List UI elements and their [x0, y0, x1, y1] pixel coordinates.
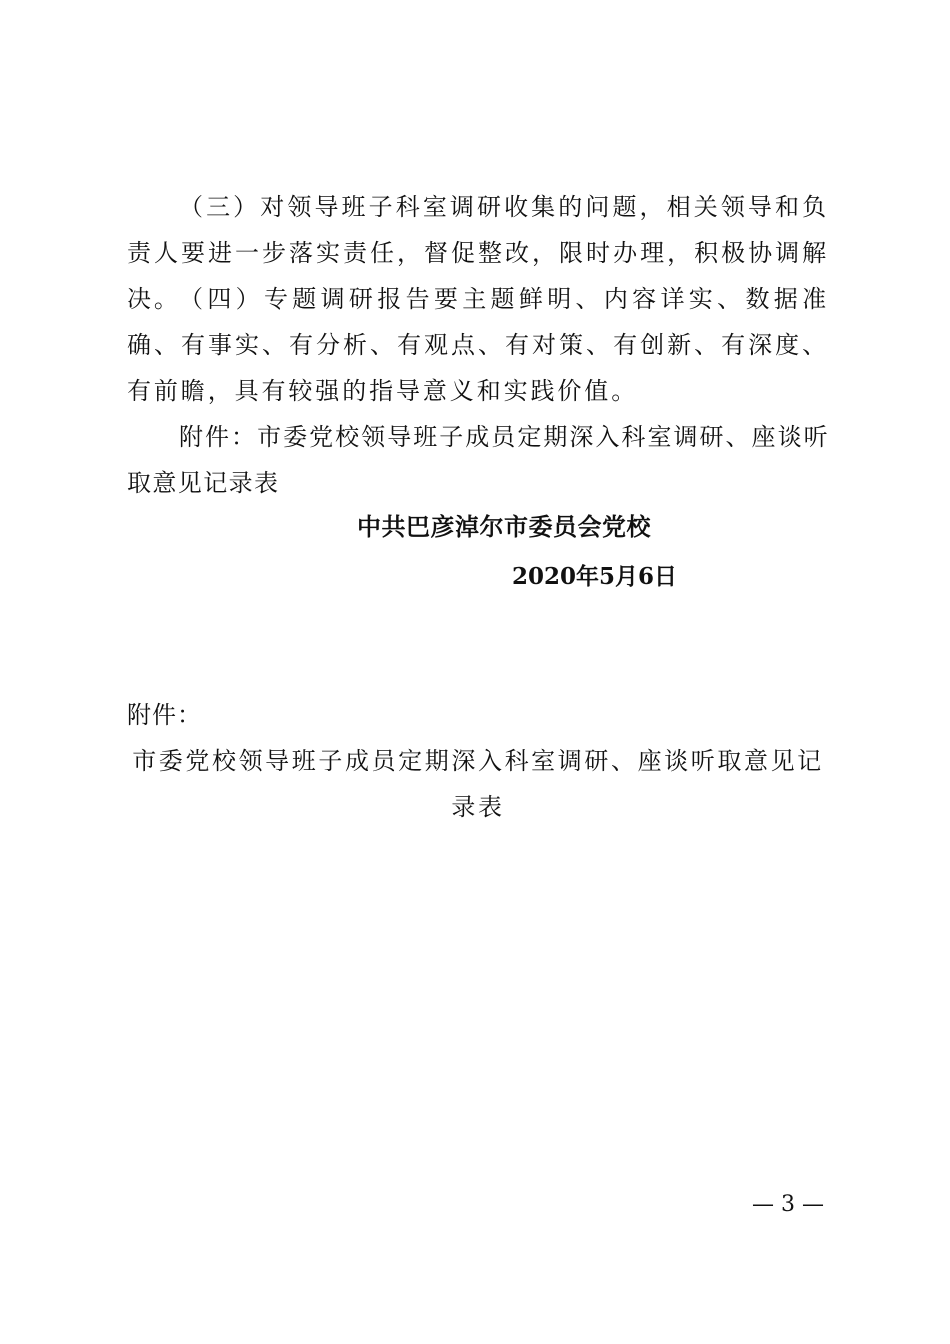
signing-organization: 中共巴彦淖尔市委员会党校 — [357, 512, 651, 541]
attachment-label: 附件： — [127, 701, 202, 729]
page-number: — 3 — — [752, 1192, 824, 1217]
attachment-title: 市委党校领导班子成员定期深入科室调研、座谈听取意见记录表 — [132, 747, 824, 821]
paragraph-3: （三）对领导班子科室调研收集的问题，相关领导和负责人要进一步落实责任，督促整改，限时办理，积极协调解决。 — [127, 193, 829, 313]
signing-date: 2020年5月6日 — [512, 563, 678, 590]
paragraph-4: （四）专题调研报告要主题鲜明、内容详实、数据准确、有事实、有分析、有观点、有对策、有创新、有深度、有前瞻，具有较强的指导意义和实践价值。 — [127, 285, 829, 405]
attachment-reference: 附件：市委党校领导班子成员定期深入科室调研、座谈听取意见记录表 — [127, 423, 829, 497]
